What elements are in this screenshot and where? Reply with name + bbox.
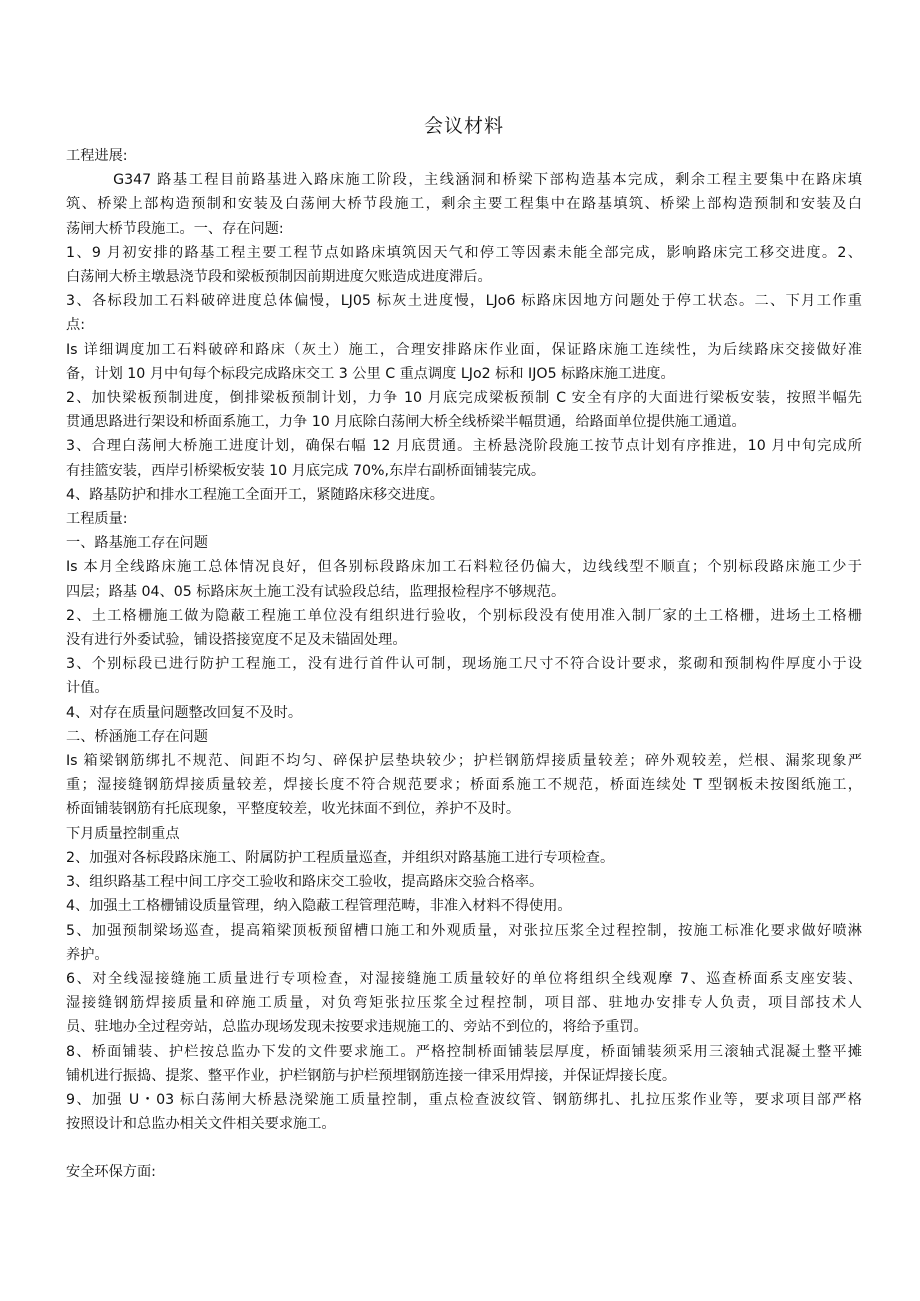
paragraph-line: 2、土工格栅施工做为隐蔽工程施工单位没有组织进行验收，个别标段没有使用准入制厂家的土工格栅，进场土工格栅 — [66, 607, 862, 624]
paragraph-line: 备，计划 10 月中旬每个标段完成路床交工 3 公里 C 重点调度 LJo2 标和 IJO5 标路床施工进度。 — [66, 365, 675, 382]
paragraph-line: 荡闸大桥节段施工。一、存在问题: — [66, 220, 284, 237]
paragraph-line: 3、各标段加工石料破碎进度总体偏慢，LJ05 标灰土进度慢，LJo6 标路床因地方问题处于停工状态。二、下月工作重 — [66, 293, 862, 310]
subsection-heading: 二、桥涵施工存在问题 — [66, 728, 208, 745]
paragraph-line: 9、加强 U・03 标白荡闸大桥悬浇梁施工质量控制，重点检查波纹管、钢筋绑扎、扎拉压浆作业等，要求项目部严格 — [66, 1091, 862, 1108]
paragraph-line: 8、桥面铺装、护栏按总监办下发的文件要求施工。严格控制桥面铺装层厚度，桥面铺装须采用三滚轴式混凝土整平摊 — [66, 1043, 862, 1060]
paragraph-line: 点: — [66, 317, 85, 334]
subsection-heading: 下月质量控制重点 — [66, 825, 180, 842]
document-page — [66, 112, 862, 1185]
section-heading-progress: 工程进展: — [66, 148, 128, 164]
paragraph-line: 3、合理白荡闸大桥施工进度计划，确保右幅 12 月底贯通。主桥悬浇阶段施工按节点计划有序推进，10 月中旬完成所 — [66, 438, 862, 455]
paragraph-line: 6、对全线湿接缝施工质量进行专项检查，对湿接缝施工质量较好的单位将组织全线观摩 7、巡查桥面系支座安装、 — [66, 970, 862, 987]
paragraph-line: Is 本月全线路床施工总体情况良好，但各别标段路床加工石料粒径仍偏大，边线线型不顺直；个别标段路床施工少于 — [66, 559, 862, 576]
paragraph-line: 按照设计和总监办相关文件相关要求施工。 — [66, 1116, 336, 1133]
paragraph-line: Is 详细调度加工石料破碎和路床（灰土）施工，合理安排路床作业面，保证路床施工连续性，为后续路床交接做好准 — [66, 341, 862, 358]
paragraph-line: 员、驻地办全过程旁站，总监办现场发现未按要求违规施工的、旁站不到位的，将给予重罚。 — [66, 1019, 648, 1036]
paragraph-line: 2、加快梁板预制进度，倒排梁板预制计划，力争 10 月底完成梁板预制 C 安全有序的大面进行梁板安装，按照半幅先 — [66, 390, 862, 407]
paragraph-line: 湿接缝钢筋焊接质量和碎施工质量，对负弯矩张拉压浆全过程控制，项目部、驻地办安排专人负责，项目部技术人 — [66, 995, 862, 1012]
paragraph-line: 白荡闸大桥主墩悬浇节段和梁板预制因前期进度欠账造成进度滞后。 — [66, 269, 492, 286]
paragraph-line: 4、加强土工格栅铺设质量管理，纳入隐蔽工程管理范畴，非准入材料不得使用。 — [66, 898, 572, 915]
paragraph-line: 3、个别标段已进行防护工程施工，没有进行首件认可制，现场施工尺寸不符合设计要求，浆砌和预制构件厚度小于设 — [66, 656, 862, 673]
subsection-heading: 一、路基施工存在问题 — [66, 535, 208, 552]
section-heading-safety: 安全环保方面: — [66, 1164, 156, 1181]
section-heading-quality: 工程质量: — [66, 511, 128, 528]
paragraph-line: 养护。 — [66, 946, 109, 963]
blank-spacer — [66, 1136, 862, 1160]
document-title: 会议材料 — [423, 115, 504, 137]
paragraph-line: 重；湿接缝钢筋焊接质量较差，焊接长度不符合规范要求；桥面系施工不规范，桥面连续处 T 型钢板未按图纸施工， — [66, 777, 862, 794]
paragraph-line: 2、加强对各标段路床施工、附属防护工程质量巡查，并组织对路基施工进行专项检查。 — [66, 849, 615, 866]
paragraph-line: 5、加强预制梁场巡查，提高箱梁顶板预留槽口施工和外观质量，对张拉压浆全过程控制，按施工标准化要求做好喷淋 — [66, 922, 862, 939]
paragraph-line: G347 路基工程目前路基进入路床施工阶段，主线涵洞和桥梁下部构造基本完成，剩余工程主要集中在路床填 — [66, 172, 862, 189]
paragraph-line: 桥面铺装钢筋有托底现象，平整度较差，收光抹面不到位，养护不及时。 — [66, 801, 521, 818]
paragraph-line: 4、对存在质量问题整改回复不及时。 — [66, 704, 303, 721]
paragraph-line: 铺机进行振捣、提浆、整平作业，护栏钢筋与护栏预埋钢筋连接一律采用焊接，并保证焊接长度。 — [66, 1067, 677, 1084]
paragraph-line: 3、组织路基工程中间工序交工验收和路床交工验收，提高路床交验合格率。 — [66, 874, 544, 891]
paragraph-line: 贯通思路进行架设和桥面系施工，力争 10 月底除白荡闸大桥全线桥梁半幅贯通，给路面单位提供施工通道。 — [66, 414, 746, 431]
paragraph-line: 计值。 — [66, 680, 109, 697]
paragraph-line: 筑、桥梁上部构造预制和安装及白荡闸大桥节段施工，剩余主要工程集中在路基填筑、桥梁上部构造预制和安装及白 — [66, 196, 862, 213]
paragraph-line: 4、路基防护和排水工程施工全面开工，紧随路床移交进度。 — [66, 486, 444, 503]
paragraph-line: Is 箱梁钢筋绑扎不规范、间距不均匀、碎保护层垫块较少；护栏钢筋焊接质量较差；碎外观较差，烂根、漏浆现象严 — [66, 753, 862, 770]
paragraph-line: 有挂篮安装，西岸引桥梁板安装 10 月底完成 70%,东岸右副桥面铺装完成。 — [66, 462, 546, 479]
paragraph-line: 四层；路基 04、05 标路床灰土施工没有试验段总结，监理报检程序不够规范。 — [66, 583, 566, 600]
paragraph-line: 1、9 月初安排的路基工程主要工程节点如路床填筑因天气和停工等因素未能全部完成，影响路床完工移交进度。2、 — [66, 244, 862, 261]
paragraph-line: 没有进行外委试验，铺设搭接宽度不足及未锚固处理。 — [66, 632, 407, 649]
